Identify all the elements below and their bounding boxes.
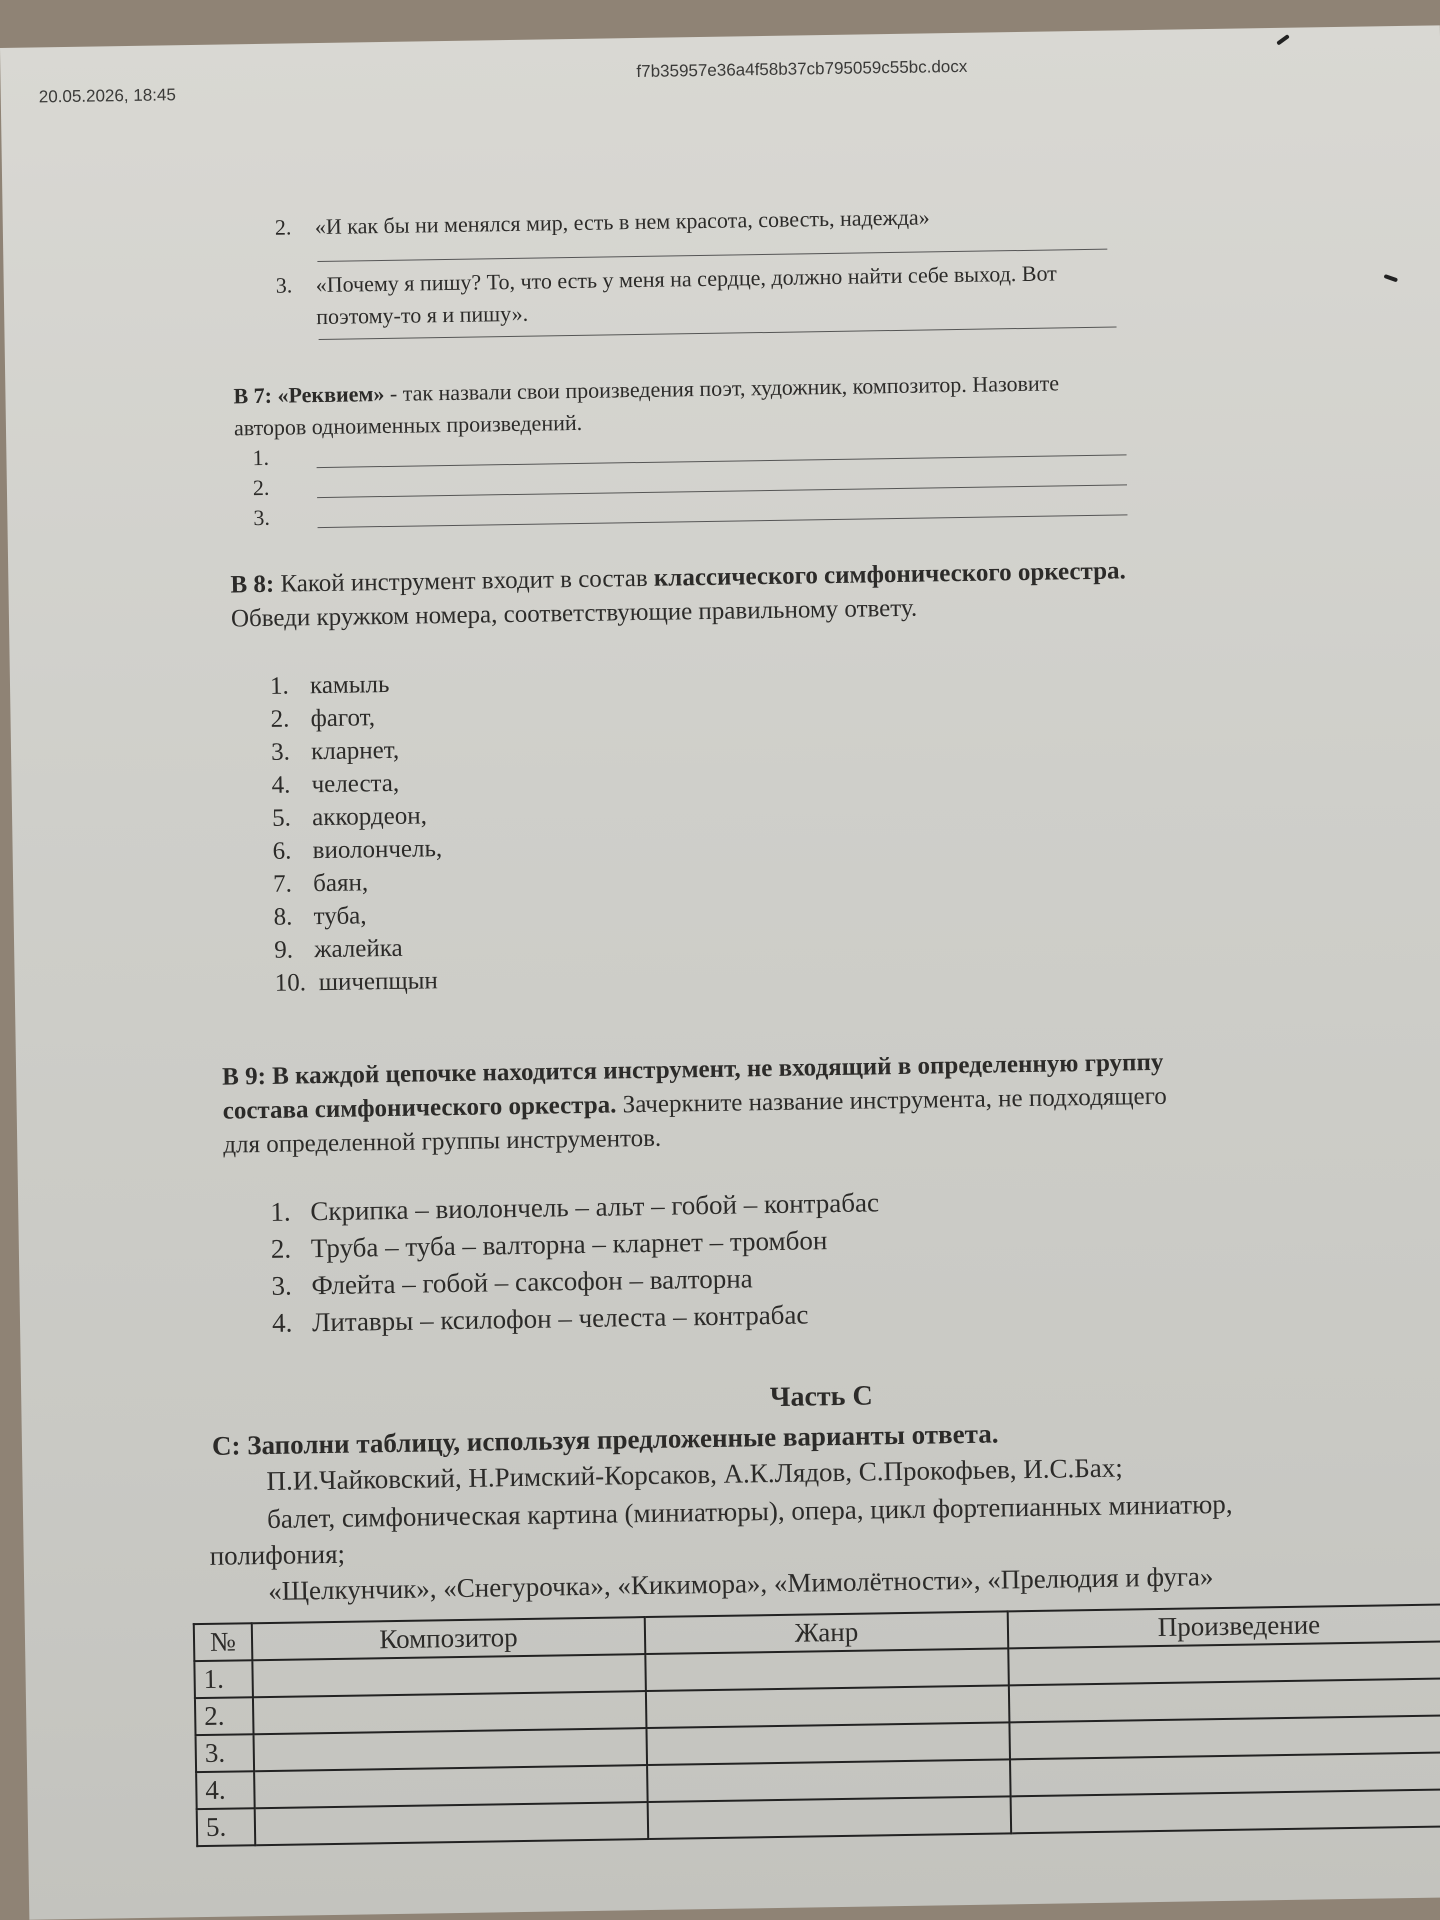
list-item: 4. челеста,	[271, 769, 400, 799]
column-header: Произведение	[1008, 1604, 1440, 1648]
print-filename: f7b35957e36a4f58b37cb795059c55bc.docx	[636, 56, 968, 82]
column-header: Жанр	[645, 1611, 1009, 1654]
list-item: 2. Труба – туба – валторна – кларнет – тромбон	[270, 1225, 828, 1264]
genre-cell[interactable]	[646, 1685, 1010, 1728]
list-item: 2. фагот,	[270, 704, 376, 733]
task-b8-line1: В 8: Какой инструмент входит в состав классического симфонического оркестра.	[230, 557, 1126, 599]
quote-3: 3. «Почему я пишу? То, что есть у меня на сердце, должно найти себе выход. Вот	[275, 260, 1057, 298]
answer-table	[193, 1603, 1440, 1847]
row-number: 5.	[197, 1808, 256, 1846]
quote-2: 2. «И как бы ни менялся мир, есть в нем красота, совесть, надежда»	[274, 204, 930, 240]
list-item: 3. Флейта – гобой – саксофон – валторна	[271, 1263, 753, 1301]
answer-line	[317, 454, 1127, 468]
list-item: 4. Литавры – ксилофон – челеста – контрабас	[271, 1299, 809, 1338]
pen-mark	[1384, 274, 1399, 282]
part-c-genres: балет, симфоническая картина (миниатюры), опера, цикл фортепианных миниатюр,	[266, 1488, 1233, 1534]
row-number: 4.	[196, 1771, 255, 1809]
print-datetime: 20.05.2026, 18:45	[38, 85, 176, 107]
list-item: 1. Скрипка – виолончель – альт – гобой – контрабас	[270, 1187, 880, 1227]
task-b7-line1: В 7: «Реквием» - так назвали свои произведения поэт, художник, композитор. Назовите	[233, 370, 1060, 409]
row-number: 3.	[196, 1734, 255, 1772]
task-b9-line1: В 9: В каждой цепочке находится инструмент, не входящий в определенную группу	[221, 1048, 1164, 1091]
list-item: 7. баян,	[272, 869, 369, 898]
quote-3-line2: поэтому-то я и пишу».	[316, 300, 529, 330]
b7-item-number: 1.	[252, 444, 270, 471]
answer-line	[318, 514, 1128, 528]
answer-line	[317, 484, 1127, 498]
list-item: 1. камыль	[269, 670, 390, 700]
pen-mark	[1276, 34, 1290, 45]
part-c-task: С: Заполни таблицу, используя предложенные варианты ответа.	[211, 1418, 999, 1461]
b7-item-number: 2.	[252, 474, 270, 501]
list-item: 8. туба,	[273, 902, 367, 931]
column-header: Композитор	[252, 1617, 646, 1660]
composer-cell[interactable]	[255, 1802, 649, 1845]
list-item: 9. жалейка	[273, 934, 403, 964]
list-item: 10. шичепщын	[274, 967, 439, 997]
work-cell[interactable]	[1011, 1789, 1440, 1833]
b9-chain-list	[270, 1184, 881, 1342]
genre-cell[interactable]	[646, 1722, 1010, 1765]
task-b9-line2: состава симфонического оркестра. Зачеркните название инструмента, не подходящего	[222, 1082, 1167, 1125]
b8-instrument-list	[270, 667, 445, 1000]
genre-cell[interactable]	[647, 1759, 1011, 1802]
b7-item-number: 3.	[253, 504, 271, 531]
composer-cell[interactable]	[253, 1691, 647, 1734]
part-c-composers: П.И.Чайковский, Н.Римский-Корсаков, А.К.Лядов, С.Прокофьев, И.С.Бах;	[266, 1452, 1123, 1496]
part-c-heading: Часть С	[769, 1380, 873, 1414]
column-header: №	[194, 1623, 253, 1661]
task-b8-line2: Обведи кружком номера, соответствующие правильному ответу.	[230, 594, 918, 633]
composer-cell[interactable]	[254, 1728, 648, 1771]
worksheet-page	[0, 25, 1440, 1919]
genre-cell[interactable]	[645, 1648, 1009, 1691]
list-item: 5. аккордеон,	[271, 802, 428, 832]
task-b9-line3: для определенной группы инструментов.	[223, 1124, 662, 1159]
composer-cell[interactable]	[252, 1654, 646, 1697]
row-number: 1.	[194, 1660, 253, 1698]
part-c-works: «Щелкунчик», «Снегурочка», «Кикимора», «Мимолётности», «Прелюдия и фуга»	[268, 1561, 1214, 1606]
composer-cell[interactable]	[254, 1765, 648, 1808]
row-number: 2.	[195, 1697, 254, 1735]
task-b7-line2: авторов одноименных произведений.	[233, 409, 583, 441]
list-item: 3. кларнет,	[270, 736, 400, 766]
part-c-genres-line2: полифония;	[209, 1538, 346, 1571]
genre-cell[interactable]	[648, 1796, 1012, 1839]
list-item: 6. виолончель,	[272, 835, 443, 865]
